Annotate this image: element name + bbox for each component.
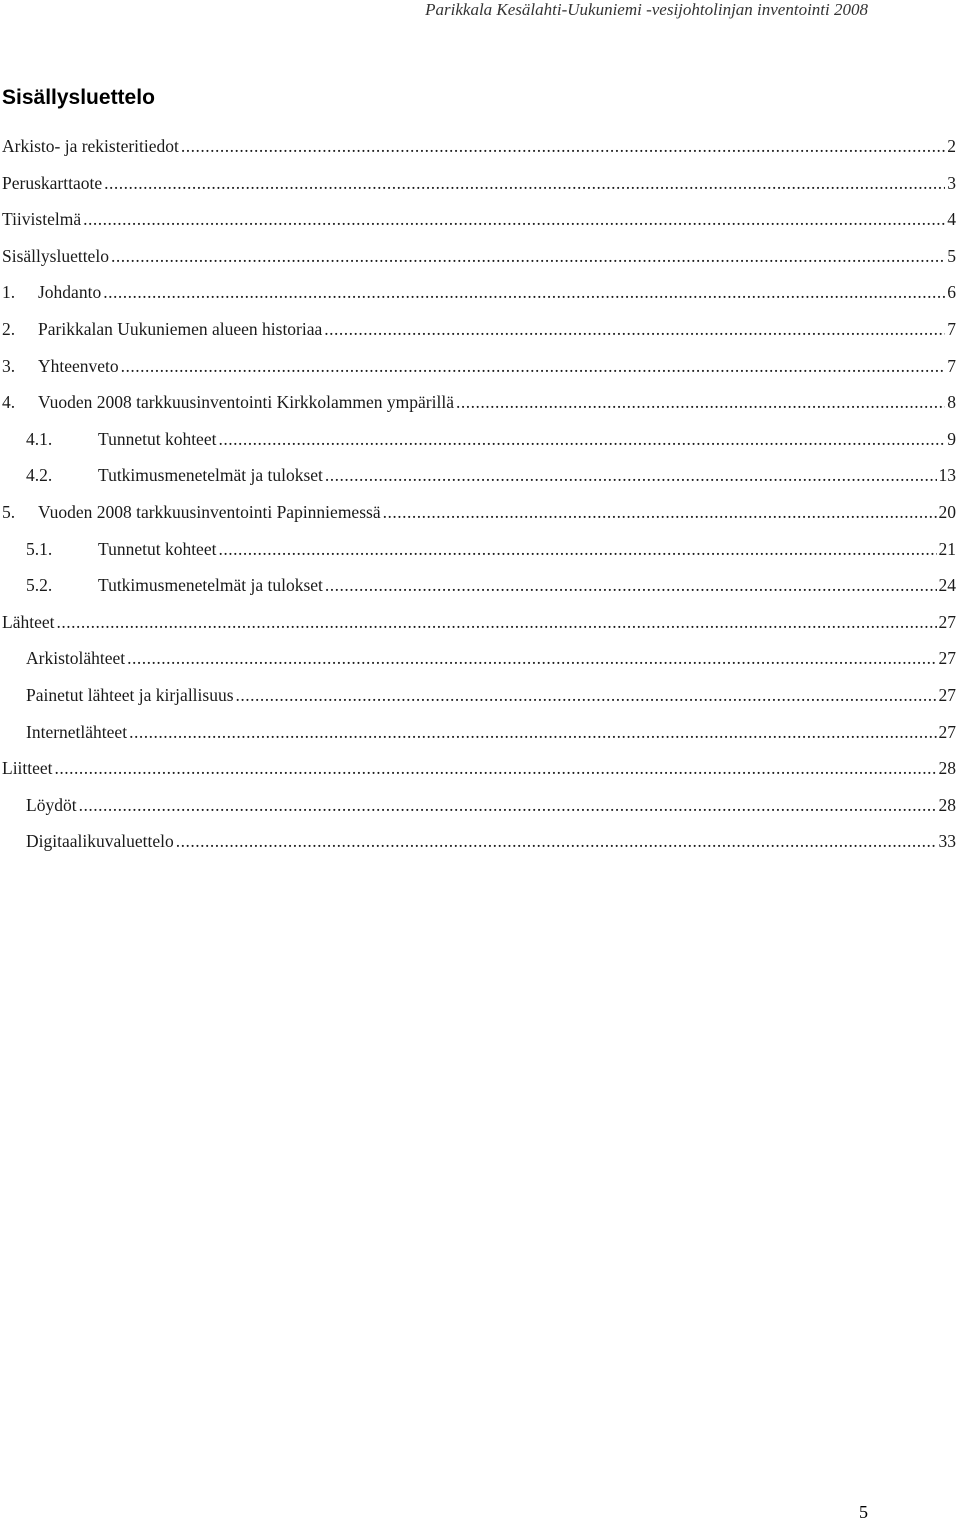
toc-entry-page: 24 (938, 575, 956, 596)
toc-entry-page: 4 (947, 209, 956, 230)
toc-entry-page: 7 (947, 318, 956, 339)
toc-entry-page: 27 (938, 721, 956, 742)
toc-entry[interactable] (2, 829, 956, 866)
toc-entry[interactable] (2, 463, 956, 500)
toc-entry-label: Arkisto- ja rekisteritiedot (2, 136, 179, 156)
toc-entry-page: 21 (938, 538, 956, 559)
page-number: 5 (859, 1502, 868, 1522)
toc-entry-page: 6 (947, 282, 956, 303)
toc-entry-number: 4.2. (26, 465, 53, 486)
dot-leader (103, 280, 945, 304)
dot-leader (176, 829, 937, 853)
toc-entry[interactable] (2, 610, 956, 647)
dot-leader (55, 756, 937, 780)
dot-leader (383, 500, 937, 524)
toc-entry-number: 1. (2, 282, 16, 303)
toc-entry[interactable] (2, 390, 956, 427)
toc-entry-label: Tutkimusmenetelmät ja tulokset (98, 465, 323, 486)
toc-entry-page: 3 (947, 172, 956, 193)
dot-leader (83, 207, 945, 231)
toc-entry[interactable] (2, 317, 956, 354)
dot-leader (111, 244, 945, 268)
running-header: Parikkala Kesälahti-Uukuniemi -vesijohtolinjan inventointi 2008 (425, 0, 868, 19)
dot-leader (324, 317, 945, 341)
toc-entry-label: Parikkalan Uukuniemen alueen historiaa (38, 318, 323, 339)
dot-leader (56, 610, 936, 634)
toc-entry-label: Johdanto (38, 282, 102, 303)
page-title: Sisällysluettelo (2, 86, 155, 109)
dot-leader (181, 134, 945, 158)
toc-entry-page: 2 (947, 136, 956, 156)
toc-entry[interactable] (2, 756, 956, 793)
dot-leader (218, 427, 945, 451)
toc-entry-number: 5.2. (26, 575, 53, 596)
toc-entry[interactable] (2, 354, 956, 391)
dot-leader (218, 537, 936, 561)
toc-entry-page: 28 (938, 758, 956, 779)
toc-entry-number: 2. (2, 318, 16, 339)
toc-entry-label: Tunnetut kohteet (98, 428, 217, 449)
toc-entry-label: Digitaalikuvaluettelo (26, 831, 174, 852)
toc-entry-label: Arkistolähteet (26, 648, 126, 669)
toc-entry-label: Lähteet (2, 611, 55, 632)
toc-entry-label: Yhteenveto (38, 355, 119, 376)
toc-entry-page: 27 (938, 648, 956, 669)
toc-entry-label: Painetut lähteet ja kirjallisuus (26, 684, 234, 705)
toc-entry-number: 4.1. (26, 428, 53, 449)
toc-entry-page: 13 (938, 465, 956, 486)
toc-entry-label: Vuoden 2008 tarkkuusinventointi Kirkkolammen ympärillä (38, 392, 454, 413)
toc-entry-page: 7 (947, 355, 956, 376)
toc-entry[interactable] (2, 244, 956, 281)
toc-entry[interactable] (2, 427, 956, 464)
dot-leader (121, 354, 946, 378)
toc-entry-page: 9 (947, 428, 956, 449)
toc-entry[interactable] (2, 171, 956, 208)
toc-entry[interactable] (2, 500, 956, 537)
toc-entry-number: 5. (2, 501, 16, 522)
toc-entry-label: Löydöt (26, 794, 77, 815)
toc-entry[interactable] (2, 537, 956, 574)
toc-entry-label: Tiivistelmä (2, 209, 82, 230)
toc-entry-page: 20 (938, 501, 956, 522)
toc-entry[interactable] (2, 720, 956, 757)
toc-entry-label: Sisällysluettelo (2, 245, 109, 266)
toc-entry-page: 33 (938, 831, 956, 852)
toc-entry[interactable] (2, 573, 956, 610)
dot-leader (325, 463, 937, 487)
toc-entry[interactable] (2, 683, 956, 720)
toc-entry-label: Tutkimusmenetelmät ja tulokset (98, 575, 323, 596)
toc-entry-label: Peruskarttaote (2, 172, 103, 193)
toc-entry-page: 8 (947, 392, 956, 413)
toc-entry-page: 27 (938, 611, 956, 632)
toc-entry[interactable] (2, 134, 956, 171)
dot-leader (325, 573, 937, 597)
toc-entry[interactable] (2, 280, 956, 317)
dot-leader (456, 390, 945, 414)
toc-entry-label: Internetlähteet (26, 721, 128, 742)
dot-leader (129, 720, 936, 744)
toc-entry-number: 4. (2, 392, 16, 413)
toc-entry[interactable] (2, 793, 956, 830)
dot-leader (79, 793, 937, 817)
dot-leader (236, 683, 937, 707)
dot-leader (127, 646, 936, 670)
table-of-contents (2, 134, 956, 866)
toc-entry-page: 28 (938, 794, 956, 815)
toc-entry[interactable] (2, 646, 956, 683)
toc-entry-number: 5.1. (26, 538, 53, 559)
dot-leader (104, 171, 945, 195)
toc-entry-label: Liitteet (2, 758, 53, 779)
toc-entry-page: 27 (938, 684, 956, 705)
toc-entry-number: 3. (2, 355, 16, 376)
toc-entry-page: 5 (947, 245, 956, 266)
toc-entry-label: Tunnetut kohteet (98, 538, 217, 559)
toc-entry[interactable] (2, 207, 956, 244)
toc-entry-label: Vuoden 2008 tarkkuusinventointi Papinniemessä (38, 501, 381, 522)
